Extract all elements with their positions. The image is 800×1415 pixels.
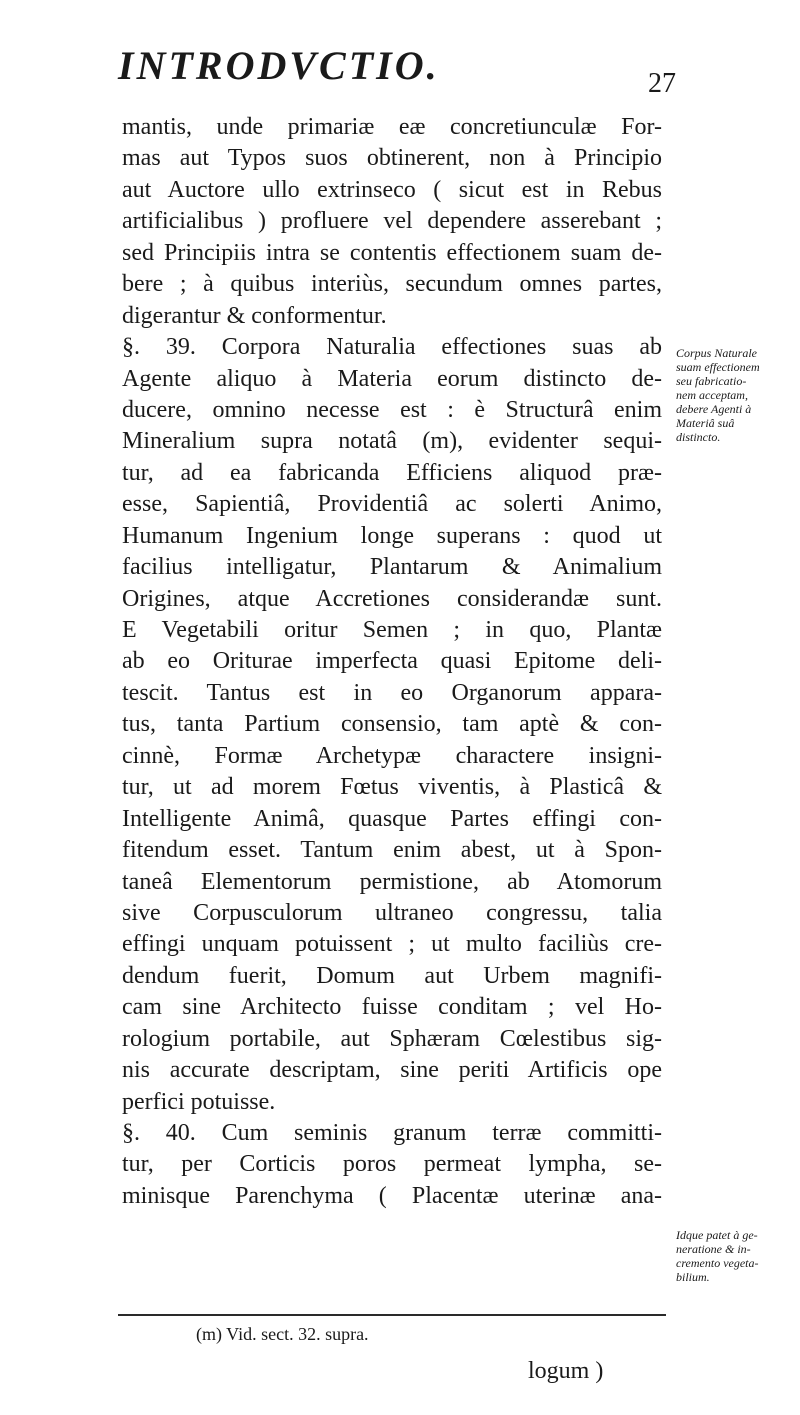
margin-note-line: Materiâ suâ <box>676 416 735 430</box>
margin-note-line: nem acceptam, <box>676 388 748 402</box>
text-line: Agente aliquo à Materia eorum distincto de- <box>122 365 662 392</box>
text-line: effingi unquam potuissent ; ut multo faciliùs cre- <box>122 931 662 958</box>
text-line: cinnè, Formæ Archetypæ charactere insigni- <box>122 742 662 769</box>
text-line: taneâ Elementorum permistione, ab Atomorum <box>122 868 662 895</box>
text-line: fitendum esset. Tantum enim abest, ut à Spon- <box>122 837 662 864</box>
text-line: nis accurate descriptam, sine periti Artificis ope <box>122 1057 662 1084</box>
text-line: minisque Parenchyma ( Placentæ uterinæ ana- <box>122 1182 662 1209</box>
margin-note-line: debere Agenti à <box>676 402 752 416</box>
text-line: ducere, omnino necesse est : è Structurâ enim <box>122 396 662 423</box>
text-line: mas aut Typos suos obtinerent, non à Principio <box>122 145 662 172</box>
page-number: 27 <box>648 68 676 99</box>
margin-note-line: Idque patet à ge- <box>676 1228 758 1242</box>
text-line: esse, Sapientiâ, Providentiâ ac solerti Animo, <box>122 491 662 518</box>
text-line: rologium portabile, aut Sphæram Cœlestibus sig- <box>122 1025 662 1052</box>
margin-note-corpus-naturale <box>676 346 796 444</box>
text-line: perfici potuisse. <box>122 1088 276 1115</box>
text-line: aut Auctore ullo extrinseco ( sicut est in Rebus <box>122 176 662 203</box>
text-line: ab eo Oriturae imperfecta quasi Epitome deli- <box>122 648 662 675</box>
margin-note-line: Corpus Naturale <box>676 346 758 360</box>
text-line: §. 40. Cum seminis granum terræ committi- <box>122 1120 662 1146</box>
text-line: dendum fuerit, Domum aut Urbem magnifi- <box>122 962 662 989</box>
margin-note-line: distincto. <box>676 430 721 444</box>
text-line: bere ; à quibus interiùs, secundum omnes partes, <box>122 271 662 298</box>
catchword: logum ) <box>528 1358 604 1384</box>
margin-note-line: cremento vegeta- <box>676 1256 759 1270</box>
text-line: Mineralium supra notatâ (m), evidenter sequi- <box>122 428 662 455</box>
margin-note-line: neratione & in- <box>676 1242 751 1256</box>
text-line: E Vegetabili oritur Semen ; in quo, Plantæ <box>122 617 662 643</box>
text-line: tus, tanta Partium consensio, tam aptè & con- <box>122 711 662 738</box>
text-line: cam sine Architecto fuisse conditam ; vel Ho- <box>122 994 662 1021</box>
running-title: INTRODVCTIO. <box>118 43 440 88</box>
text-line: sive Corpusculorum ultraneo congressu, talia <box>122 899 662 926</box>
text-line: mantis, unde primariæ eæ concretiunculæ For- <box>122 114 662 140</box>
text-line: sed Principiis intra se contentis effectionem suam de- <box>122 239 662 266</box>
text-line: tescit. Tantus est in eo Organorum appara- <box>122 679 662 706</box>
text-line: §. 39. Corpora Naturalia effectiones suas ab <box>122 334 662 361</box>
text-line: artificialibus ) profluere vel dependere asserebant ; <box>122 208 662 235</box>
text-line: Origines, atque Accretiones considerandæ sunt. <box>122 585 662 612</box>
margin-note-idque-patet <box>676 1228 796 1284</box>
text-line: Intelligente Animâ, quasque Partes effingi con- <box>122 805 662 832</box>
main-text <box>122 112 662 1212</box>
margin-note-line: seu fabricatio- <box>676 374 747 388</box>
text-line: Humanum Ingenium longe superans : quod ut <box>122 522 662 549</box>
text-line: tur, ut ad morem Fœtus viventis, à Plasticâ & <box>122 774 662 801</box>
footnote-rule <box>118 1314 666 1316</box>
text-line: tur, ad ea fabricanda Efficiens aliquod præ- <box>122 459 662 486</box>
margin-note-line: suam effectionem <box>676 360 760 374</box>
text-line: tur, per Corticis poros permeat lympha, se- <box>122 1151 662 1178</box>
text-line: digerantur & conformentur. <box>122 302 387 329</box>
margin-note-line: bilium. <box>676 1270 710 1284</box>
footnote: (m) Vid. sect. 32. supra. <box>196 1324 369 1344</box>
text-line: facilius intelligatur, Plantarum & Animalium <box>122 554 662 581</box>
